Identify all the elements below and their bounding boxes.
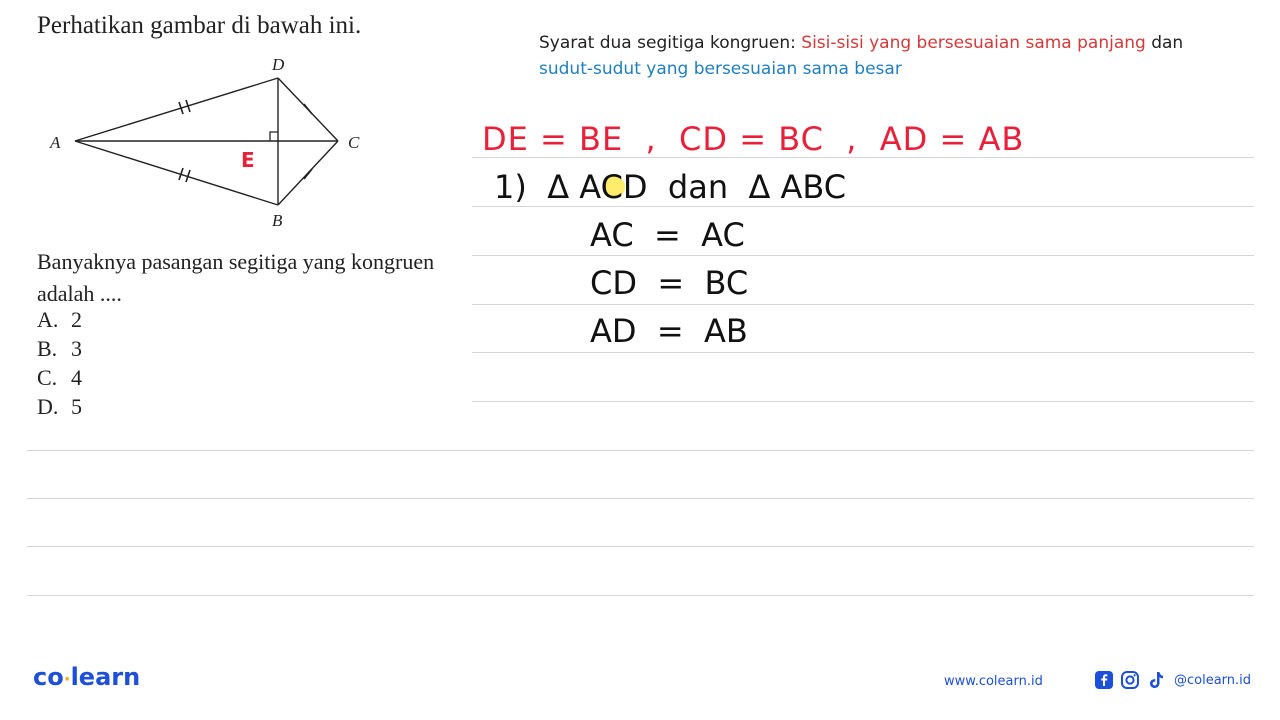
right-angle-mark <box>270 132 278 141</box>
option-value: 2 <box>71 307 82 332</box>
ruled-line <box>472 352 1254 353</box>
question-title: Perhatikan gambar di bawah ini. <box>37 12 362 39</box>
option-letter: D. <box>37 394 59 419</box>
logo-dot: · <box>63 669 71 690</box>
ruled-line <box>27 450 1254 451</box>
vertex-label-a: A <box>50 133 61 152</box>
ruled-line <box>472 401 1254 402</box>
congruence-rule <box>539 30 1239 82</box>
handwritten-eq-ac: AC = AC <box>590 216 745 254</box>
ruled-line <box>27 498 1254 499</box>
option-letter: A. <box>37 307 59 332</box>
instagram-icon[interactable] <box>1120 670 1140 690</box>
option-d[interactable] <box>37 392 82 421</box>
social-handle[interactable]: @colearn.id <box>1174 672 1252 688</box>
kite-figure <box>30 48 390 238</box>
ruled-line <box>472 206 1254 207</box>
option-a[interactable] <box>37 305 82 334</box>
vertex-label-d: D <box>272 55 285 74</box>
question-text: Banyaknya pasangan segitiga yang kongruen adalah .... <box>37 249 435 306</box>
answer-options <box>37 305 82 421</box>
handwritten-triangle-pair: 1) Δ ACD dan Δ ABC <box>494 168 847 206</box>
option-value: 5 <box>71 394 82 419</box>
colearn-logo <box>33 663 140 691</box>
option-c[interactable] <box>37 363 82 392</box>
tiktok-icon[interactable] <box>1146 670 1166 690</box>
option-value: 4 <box>71 365 82 390</box>
ruled-line <box>472 255 1254 256</box>
website-link[interactable]: www.colearn.id <box>944 674 1043 689</box>
option-letter: C. <box>37 365 58 390</box>
option-letter: B. <box>37 336 58 361</box>
rule-prefix: Syarat dua segitiga kongruen: <box>539 33 802 53</box>
ruled-line <box>27 595 1254 596</box>
vertex-label-c: C <box>348 133 360 152</box>
ruled-line <box>472 304 1254 305</box>
handwritten-equalities: DE = BE , CD = BC , AD = AB <box>482 120 1025 158</box>
handwritten-eq-ad: AD = AB <box>590 312 748 350</box>
social-links <box>1094 670 1251 690</box>
ruled-line <box>27 546 1254 547</box>
point-label-e: E <box>241 148 255 172</box>
option-b[interactable] <box>37 334 82 363</box>
handwritten-eq-cd: CD = BC <box>590 264 749 302</box>
rule-angles: sudut-sudut yang bersesuaian sama besar <box>539 59 902 79</box>
rule-middle: dan <box>1145 33 1184 53</box>
logo-right: learn <box>70 663 141 691</box>
option-value: 3 <box>71 336 82 361</box>
segment-ad <box>75 78 278 141</box>
logo-left: co <box>33 663 64 691</box>
rule-sides: Sisi-sisi yang bersesuaian sama panjang <box>801 33 1146 53</box>
facebook-icon[interactable] <box>1094 670 1114 690</box>
vertex-label-b: B <box>272 211 283 230</box>
